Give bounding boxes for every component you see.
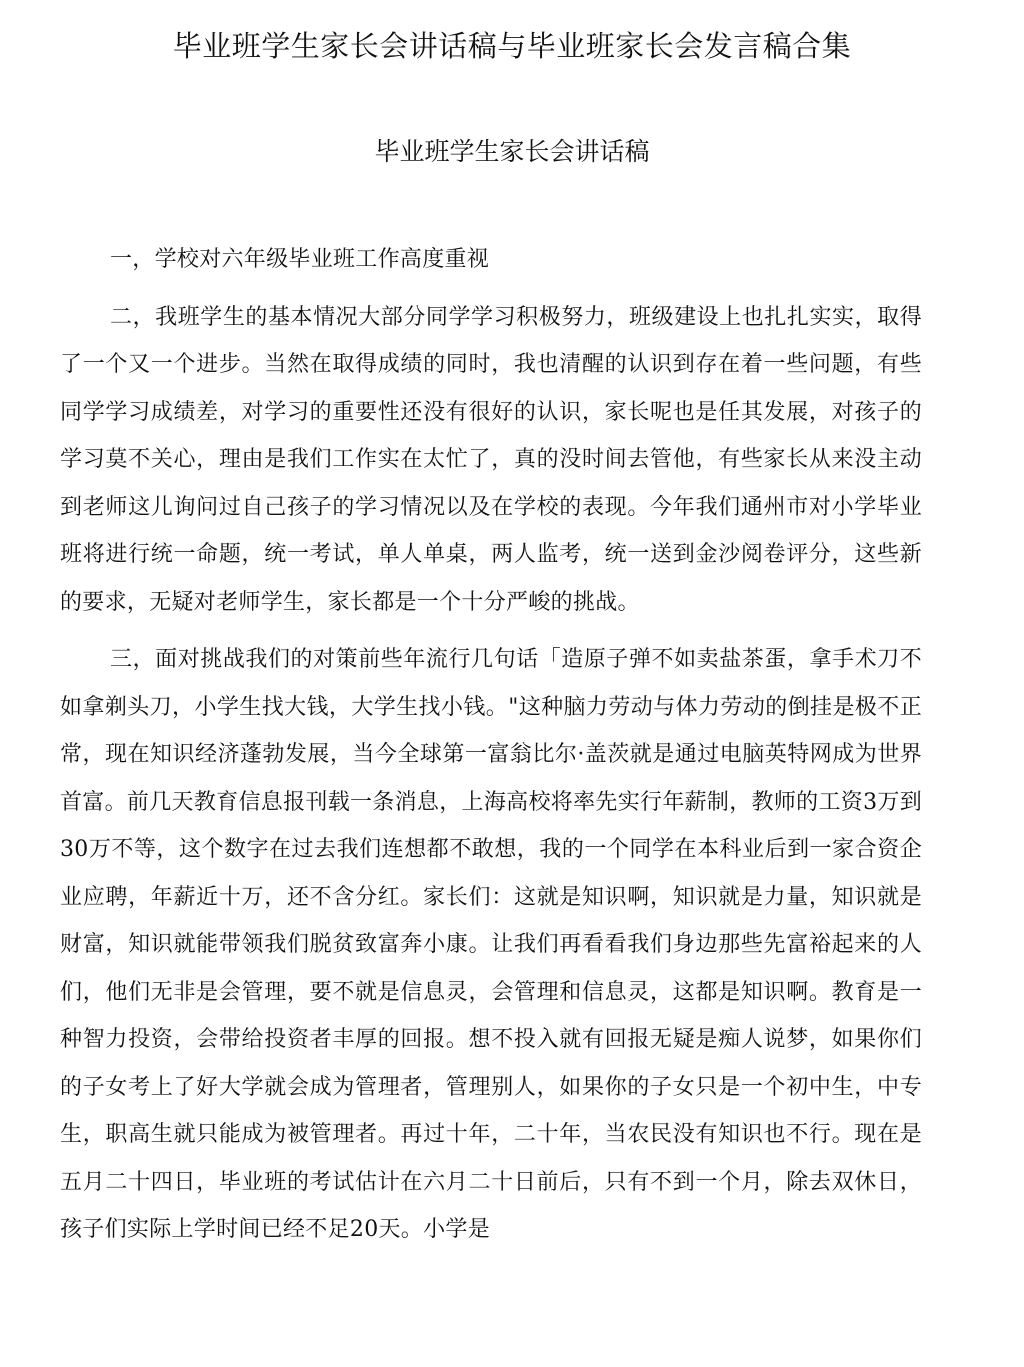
paragraph-1: 一，学校对六年级毕业班工作高度重视 xyxy=(110,247,490,272)
document-body xyxy=(60,236,922,1254)
paragraph-3: 三，面对挑战我们的对策前些年流行几句话「造原子弹不如卖盐茶蛋，拿手术刀不如拿剃头刀，小学生找大钱，大学生找小钱。"这种脑力劳动与体力劳动的倒挂是极不正常，现在知识经济蓬勃发展，当今全球第一富翁比尔·盖茨就是通过电脑英特网成为世界首富。前几天教育信息报刊载一条消息，上海高校将率先实行年薪制，教师的工资3万到30万不等，这个数字在过去我们连想都不敢想，我的一个同学在本科业后到一家合资企业应聘，年薪近十万，还不含分红。家长们：这就是知识啊，知识就是力量，知识就是财富，知识就能带领我们脱贫致富奔小康。让我们再看看我们身边那些先富裕起来的人们，他们无非是会管理，要不就是信息灵，会管理和信息灵，这都是知识啊。教育是一种智力投资，会带给投资者丰厚的回报。想不投入就有回报无疑是痴人说梦，如果你们的子女考上了好大学就会成为管理者，管理别人，如果你的子女只是一个初中生，中专生，职高生就只能成为被管理者。再过十年，二十年，当农民没有知识也不行。现在是五月二十四日，毕业班的考试估计在六月二十日前后，只有不到一个月，除去双休日，孩子们实际上学时间已经不足20天。小学是 xyxy=(60,647,922,1242)
paragraph-2: 二，我班学生的基本情况大部分同学学习积极努力，班级建设上也扎扎实实，取得了一个又一个进步。当然在取得成绩的同时，我也清醒的认识到存在着一些问题，有些同学学习成绩差，对学习的重要性还没有很好的认识，家长呢也是任其发展，对孩子的学习莫不关心，理由是我们工作实在太忙了，真的没时间去管他，有些家长从来没主动到老师这儿询问过自己孩子的学习情况以及在学校的表现。今年我们通州市对小学毕业班将进行统一命题，统一考试，单人单桌，两人监考，统一送到金沙阅卷评分，这些新的要求，无疑对老师学生，家长都是一个十分严峻的挑战。 xyxy=(60,304,922,615)
document-subtitle: 毕业班学生家长会讲话稿 xyxy=(374,137,650,166)
document-title: 毕业班学生家长会讲话稿与毕业班家长会发言稿合集 xyxy=(172,29,852,63)
